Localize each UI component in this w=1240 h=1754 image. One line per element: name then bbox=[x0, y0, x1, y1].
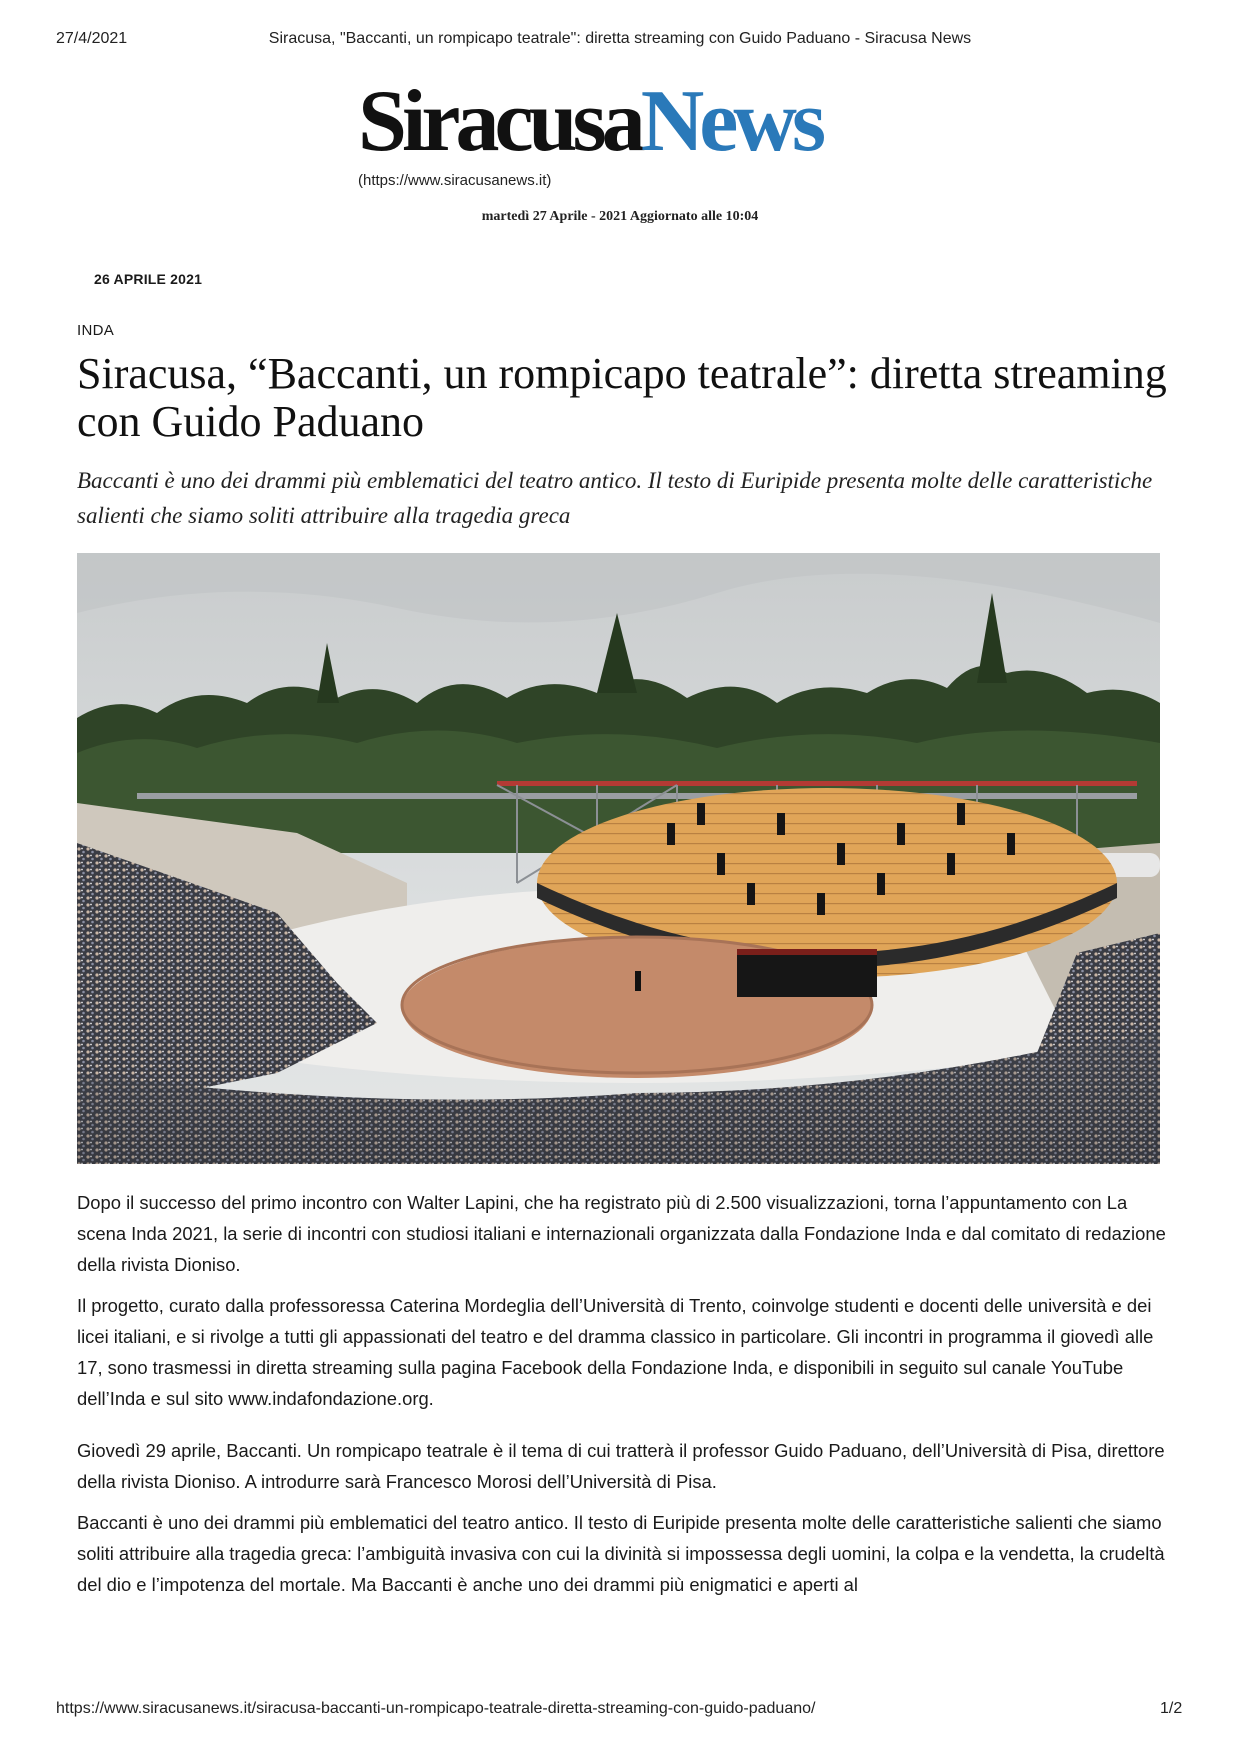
article-paragraph: Giovedì 29 aprile, Baccanti. Un rompicapo teatrale è il tema di cui tratterà il professor Guido Paduano, dell’Università di Pisa, direttore della rivista Dioniso. A introdurre sarà Francesco Morosi dell’Università di Pisa. bbox=[77, 1440, 1165, 1492]
logo-link-url[interactable]: (https://www.siracusanews.it) bbox=[358, 172, 552, 189]
logo-text-siracusa: Siracusa bbox=[358, 73, 641, 170]
article-hero-photo bbox=[77, 553, 1160, 1164]
article-title: Siracusa, “Baccanti, un rompicapo teatrale”: diretta streaming con Guido Paduano bbox=[77, 349, 1167, 446]
site-logo[interactable] bbox=[358, 73, 822, 170]
article-subtitle: Baccanti è uno dei drammi più emblematici del teatro antico. Il testo di Euripide presenta molte delle caratteristiche salienti che siamo soliti attribuire alla tragedia greca bbox=[77, 468, 1153, 528]
article-category[interactable]: INDA bbox=[77, 322, 115, 339]
print-date: 27/4/2021 bbox=[56, 30, 128, 47]
article-paragraph: Dopo il successo del primo incontro con Walter Lapini, che ha registrato più di 2.500 visualizzazioni, torna l’appuntamento con La scena Inda 2021, la serie di incontri con studiosi italiani e internazionali organizzata dalla Fondazione Inda e dal comitato di redazione della rivista Dioniso. bbox=[77, 1192, 1166, 1275]
article-paragraph: Baccanti è uno dei drammi più emblematici del teatro antico. Il testo di Euripide presenta molte delle caratteristiche salienti che siamo soliti attribuire alla tragedia greca: l’ambiguità invasiva con cui la divinità si impossessa degli uomini, la colpa e la vendetta, la crudeltà del dio e l’impotenza del mortale. Ma Baccanti è anche uno dei drammi più enigmatici e aperti al bbox=[77, 1512, 1165, 1595]
article-paragraph: Il progetto, curato dalla professoressa Caterina Mordeglia dell’Università di Trento, coinvolge studenti e docenti delle università e dei licei italiani, e si rivolge a tutti gli appassionati del teatro e del dramma classico in particolare. Gli incontri in programma il giovedì alle 17, sono trasmessi in diretta streaming sulla pagina Facebook della Fondazione Inda, e disponibili in seguito sul canale YouTube dell’Inda e sul sito www.indafondazione.org. bbox=[77, 1295, 1154, 1409]
article-date: 26 APRILE 2021 bbox=[94, 271, 203, 287]
print-page-title: Siracusa, "Baccanti, un rompicapo teatrale": diretta streaming con Guido Paduano - Siracusa News bbox=[268, 30, 972, 47]
logo-text-news: News bbox=[640, 73, 822, 170]
print-page-number: 1/2 bbox=[1160, 1700, 1183, 1717]
current-date-updated: martedì 27 Aprile - 2021 Aggiornato alle 10:04 bbox=[481, 209, 759, 224]
print-footer-url: https://www.siracusanews.it/siracusa-baccanti-un-rompicapo-teatrale-diretta-streaming-con-guido-paduano/ bbox=[56, 1700, 816, 1717]
article-body bbox=[77, 1187, 1167, 1610]
